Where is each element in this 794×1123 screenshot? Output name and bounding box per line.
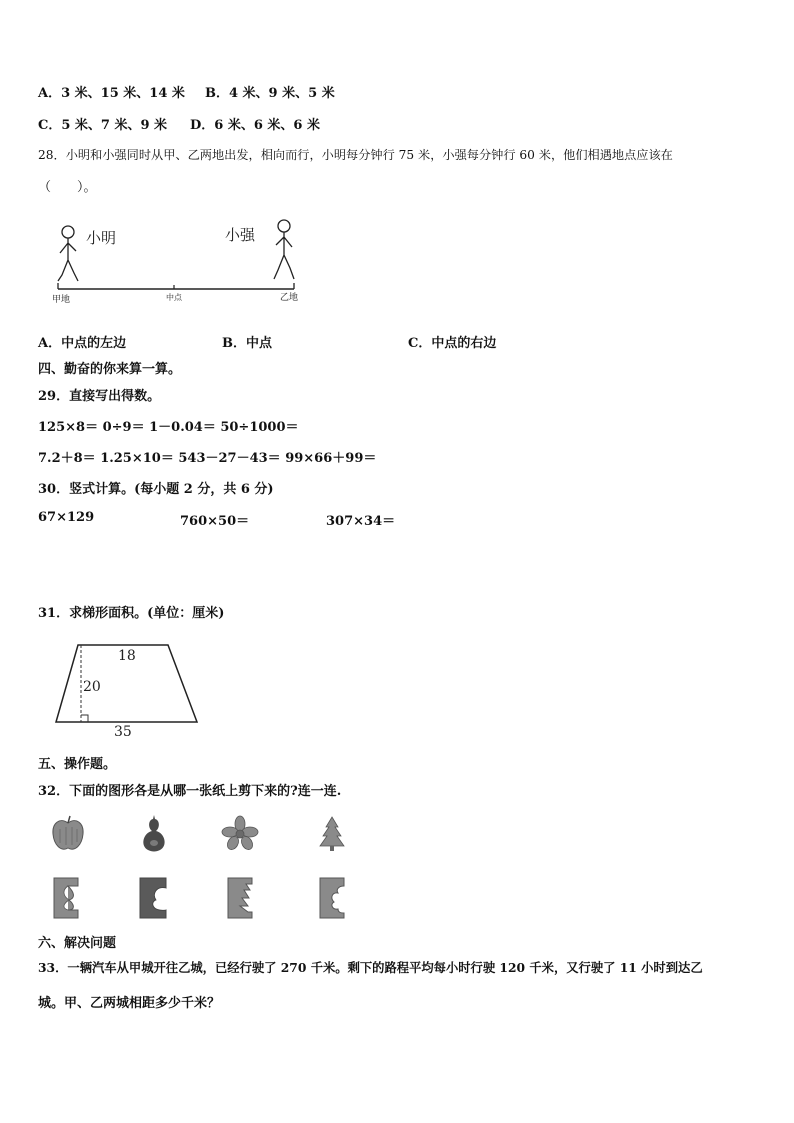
q33-text-line-2: 城。甲、乙两城相距多少千米？ xyxy=(38,996,221,1011)
section-6-heading: 六、解决问题 xyxy=(38,936,117,951)
xiaoqiang-figure-icon xyxy=(274,220,294,279)
apple-icon xyxy=(50,815,86,853)
label-xiaoqiang: 小强 xyxy=(225,226,256,244)
q30-item-1: 67×129 xyxy=(38,510,95,525)
label-end-point: 乙地 xyxy=(280,293,299,303)
q29-row-1: 125×8＝ 0÷9＝ 1－0.04＝ 50÷1000＝ xyxy=(38,420,299,435)
q28-option-a: A．中点的左边 xyxy=(38,336,127,351)
section-5-heading: 五、操作题。 xyxy=(38,757,117,772)
q33-text-line-1: 33．一辆汽车从甲城开往乙城，已经行驶了 270 千米。剩下的路程平均每小时行驶 120 千米，又行驶了 11 小时到达乙 xyxy=(38,960,703,975)
q29-title: 29．直接写出得数。 xyxy=(38,389,161,404)
cut-paper-2 xyxy=(138,876,168,920)
section-4-heading: 四、勤奋的你来算一算。 xyxy=(38,362,182,377)
label-xiaoming: 小明 xyxy=(86,229,117,247)
tree-icon xyxy=(316,815,348,855)
q27-option-a: A．3 米、15 米、14 米 xyxy=(38,86,185,101)
flower-icon xyxy=(222,816,258,850)
q30-item-2: 760×50＝ xyxy=(180,514,250,529)
cut-paper-4 xyxy=(318,876,346,920)
trapezoid-bottom-label: 35 xyxy=(114,724,132,740)
trapezoid-figure xyxy=(50,640,210,740)
q30-title: 30．竖式计算。(每小题 2 分，共 6 分) xyxy=(38,482,274,497)
gourd-icon xyxy=(138,813,170,853)
cut-paper-3 xyxy=(226,876,254,920)
q28-option-b: B．中点 xyxy=(222,336,272,351)
q27-option-c: C．5 米、7 米、9 米 xyxy=(38,118,168,133)
q30-item-3: 307×34＝ xyxy=(326,514,396,529)
cut-paper-1 xyxy=(52,876,80,920)
xiaoming-figure-icon xyxy=(58,226,78,281)
q28-text: 28．小明和小强同时从甲、乙两地出发，相向而行，小明每分钟行 75 米，小强每分钟行 60 米，他们相遇地点应该在 xyxy=(38,148,673,162)
label-start-point: 甲地 xyxy=(52,295,71,305)
q28-blank: （ ）。 xyxy=(38,180,97,195)
q32-title: 32．下面的图形各是从哪一张纸上剪下来的?连一连. xyxy=(38,784,342,799)
trapezoid-height-label: 20 xyxy=(83,679,101,695)
trapezoid-top-label: 18 xyxy=(118,648,136,664)
q27-option-d: D．6 米、6 米、6 米 xyxy=(190,118,320,133)
q31-title: 31．求梯形面积。(单位：厘米) xyxy=(38,606,225,621)
q27-option-b: B．4 米、9 米、5 米 xyxy=(205,86,335,101)
label-mid-point: 中点 xyxy=(166,293,182,302)
q28-option-c: C．中点的右边 xyxy=(408,336,497,351)
q29-row-2: 7.2＋8＝ 1.25×10＝ 543－27－43＝ 99×66＋99＝ xyxy=(38,451,377,466)
q28-figure xyxy=(50,215,310,310)
